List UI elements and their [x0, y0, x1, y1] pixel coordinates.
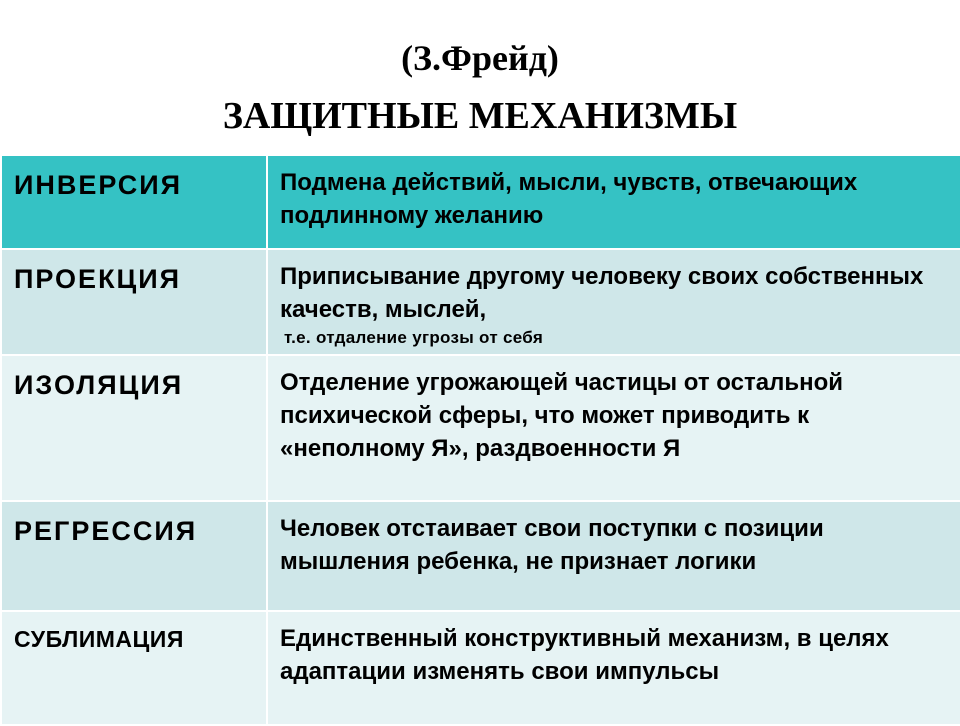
mechanism-description: Отделение угрожающей частицы от остальной психической сферы, что может приводить к «неполному Я», раздвоенности Я — [280, 369, 843, 462]
table-row — [1, 249, 960, 355]
mechanism-name: ПРОЕКЦИЯ — [14, 264, 182, 294]
table-row — [1, 611, 960, 725]
mechanism-description-wrap — [268, 250, 960, 350]
table-row — [1, 155, 960, 249]
mechanism-description-cell — [267, 611, 960, 725]
author-subtitle: (З.Фрейд) — [401, 38, 559, 78]
mechanism-name-cell — [1, 355, 267, 501]
mechanism-name: СУБЛИМАЦИЯ — [14, 626, 184, 652]
mechanism-description-cell — [267, 249, 960, 355]
mechanisms-table — [0, 154, 960, 726]
mechanism-name: РЕГРЕССИЯ — [14, 516, 198, 546]
mechanism-name-cell — [1, 155, 267, 249]
mechanism-description-cell — [267, 355, 960, 501]
mechanism-name: ИНВЕРСИЯ — [14, 170, 183, 200]
page-title: ЗАЩИТНЫЕ МЕХАНИЗМЫ — [222, 95, 738, 137]
mechanism-description: Подмена действий, мысли, чувств, отвечающих подлинному желанию — [280, 169, 858, 229]
mechanism-description: Приписывание другому человеку своих собственных качеств, мыслей, — [280, 263, 924, 323]
table-row — [1, 355, 960, 501]
title-block — [0, 0, 960, 155]
mechanism-description: Человек отстаивает свои поступки с позиции мышления ребенка, не признает логики — [280, 515, 824, 575]
mechanism-description-cell — [267, 155, 960, 249]
mechanism-name: ИЗОЛЯЦИЯ — [14, 370, 184, 400]
mechanism-note: т.е. отдаление угрозы от себя — [284, 328, 544, 347]
mechanism-description-cell — [267, 501, 960, 611]
mechanism-description: Единственный конструктивный механизм, в целях адаптации изменять свои импульсы — [280, 625, 889, 685]
table-row — [1, 501, 960, 611]
mechanism-name-cell — [1, 501, 267, 611]
mechanism-name-cell — [1, 249, 267, 355]
mechanism-name-cell — [1, 611, 267, 725]
